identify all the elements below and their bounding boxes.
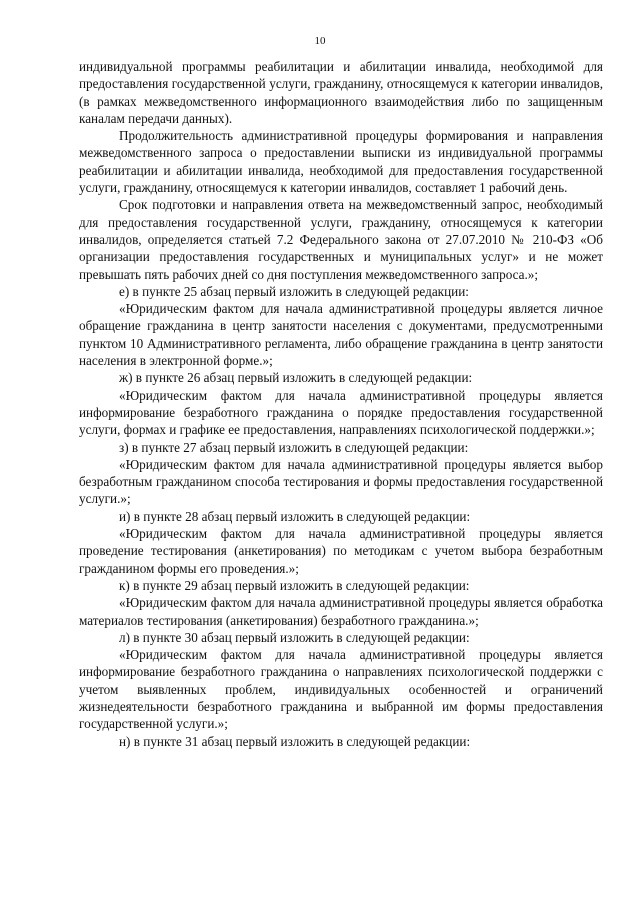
paragraph: Продолжительность административной процедуры формирования и направления межведомственного запроса о предоставлении выписки из индивидуальной программы реабилитации и абилитации инвалида, необходимой для предоставления государственной услуги, гражданину, относящемуся к категории инвалидов, составляет 1 рабочий день. (79, 128, 603, 196)
paragraph: Срок подготовки и направления ответа на межведомственный запрос, необходимый для предоставления государственной услуги, гражданину, относящемуся к категории инвалидов, определяется статьей 7.2 Федерального закона от 27.07.2010 № 210-ФЗ «Об организации предоставления государственных и муниципальных услуг» и не может превышать пять рабочих дней со дня поступления межведомственного запроса.»; (79, 197, 603, 282)
paragraph: з) в пункте 27 абзац первый изложить в следующей редакции: (119, 439, 469, 455)
paragraph: «Юридическим фактом для начала административной процедуры является обработка материалов тестирования (анкетирования) безработного гражданина.»; (79, 595, 603, 628)
paragraph: н) в пункте 31 абзац первый изложить в следующей редакции: (119, 733, 471, 749)
paragraph: «Юридическим фактом для начала административной процедуры является информирование безработного гражданина о направлениях психологической поддержки с учетом выявленных проблем, индивидуальных особенностей и ограничений жизнедеятельности безработного гражданина и выбранной им формы предоставления государственной услуги.»; (79, 647, 603, 732)
paragraph: «Юридическим фактом для начала административной процедуры является информирование безработного гражданина о порядке предоставления государственной услуги, формах и графике ее предоставления, направлениях психологической поддержки.»; (79, 387, 603, 438)
page-number: 10 (314, 35, 326, 47)
paragraph: л) в пункте 30 абзац первый изложить в следующей редакции: (119, 629, 470, 645)
paragraph: е) в пункте 25 абзац первый изложить в следующей редакции: (119, 283, 469, 299)
paragraph: ж) в пункте 26 абзац первый изложить в следующей редакции: (119, 370, 473, 386)
document-body (79, 58, 603, 750)
paragraph: «Юридическим фактом для начала административной процедуры является личное обращение гражданина в центр занятости населения с документами, предусмотренными пунктом 10 Административного регламента, либо обращение гражданина в центр занятости населения в электронной форме.»; (79, 301, 603, 369)
paragraph: «Юридическим фактом для начала административной процедуры является выбор безработным гражданином способа тестирования и формы предоставления государственной услуги.»; (79, 456, 603, 507)
paragraph: к) в пункте 29 абзац первый изложить в следующей редакции: (119, 577, 470, 593)
paragraph-continuation: индивидуальной программы реабилитации и абилитации инвалида, необходимой для предоставления государственной услуги, гражданину, относящемуся к категории инвалидов, (в рамках межведомственного информационного взаимодействия либо по защищенным каналам передачи данных). (79, 59, 603, 126)
paragraph: «Юридическим фактом для начала административной процедуры является проведение тестирования (анкетирования) по методикам с учетом выбора безработным гражданином формы его проведения.»; (79, 526, 603, 576)
paragraph: и) в пункте 28 абзац первый изложить в следующей редакции: (119, 508, 471, 524)
